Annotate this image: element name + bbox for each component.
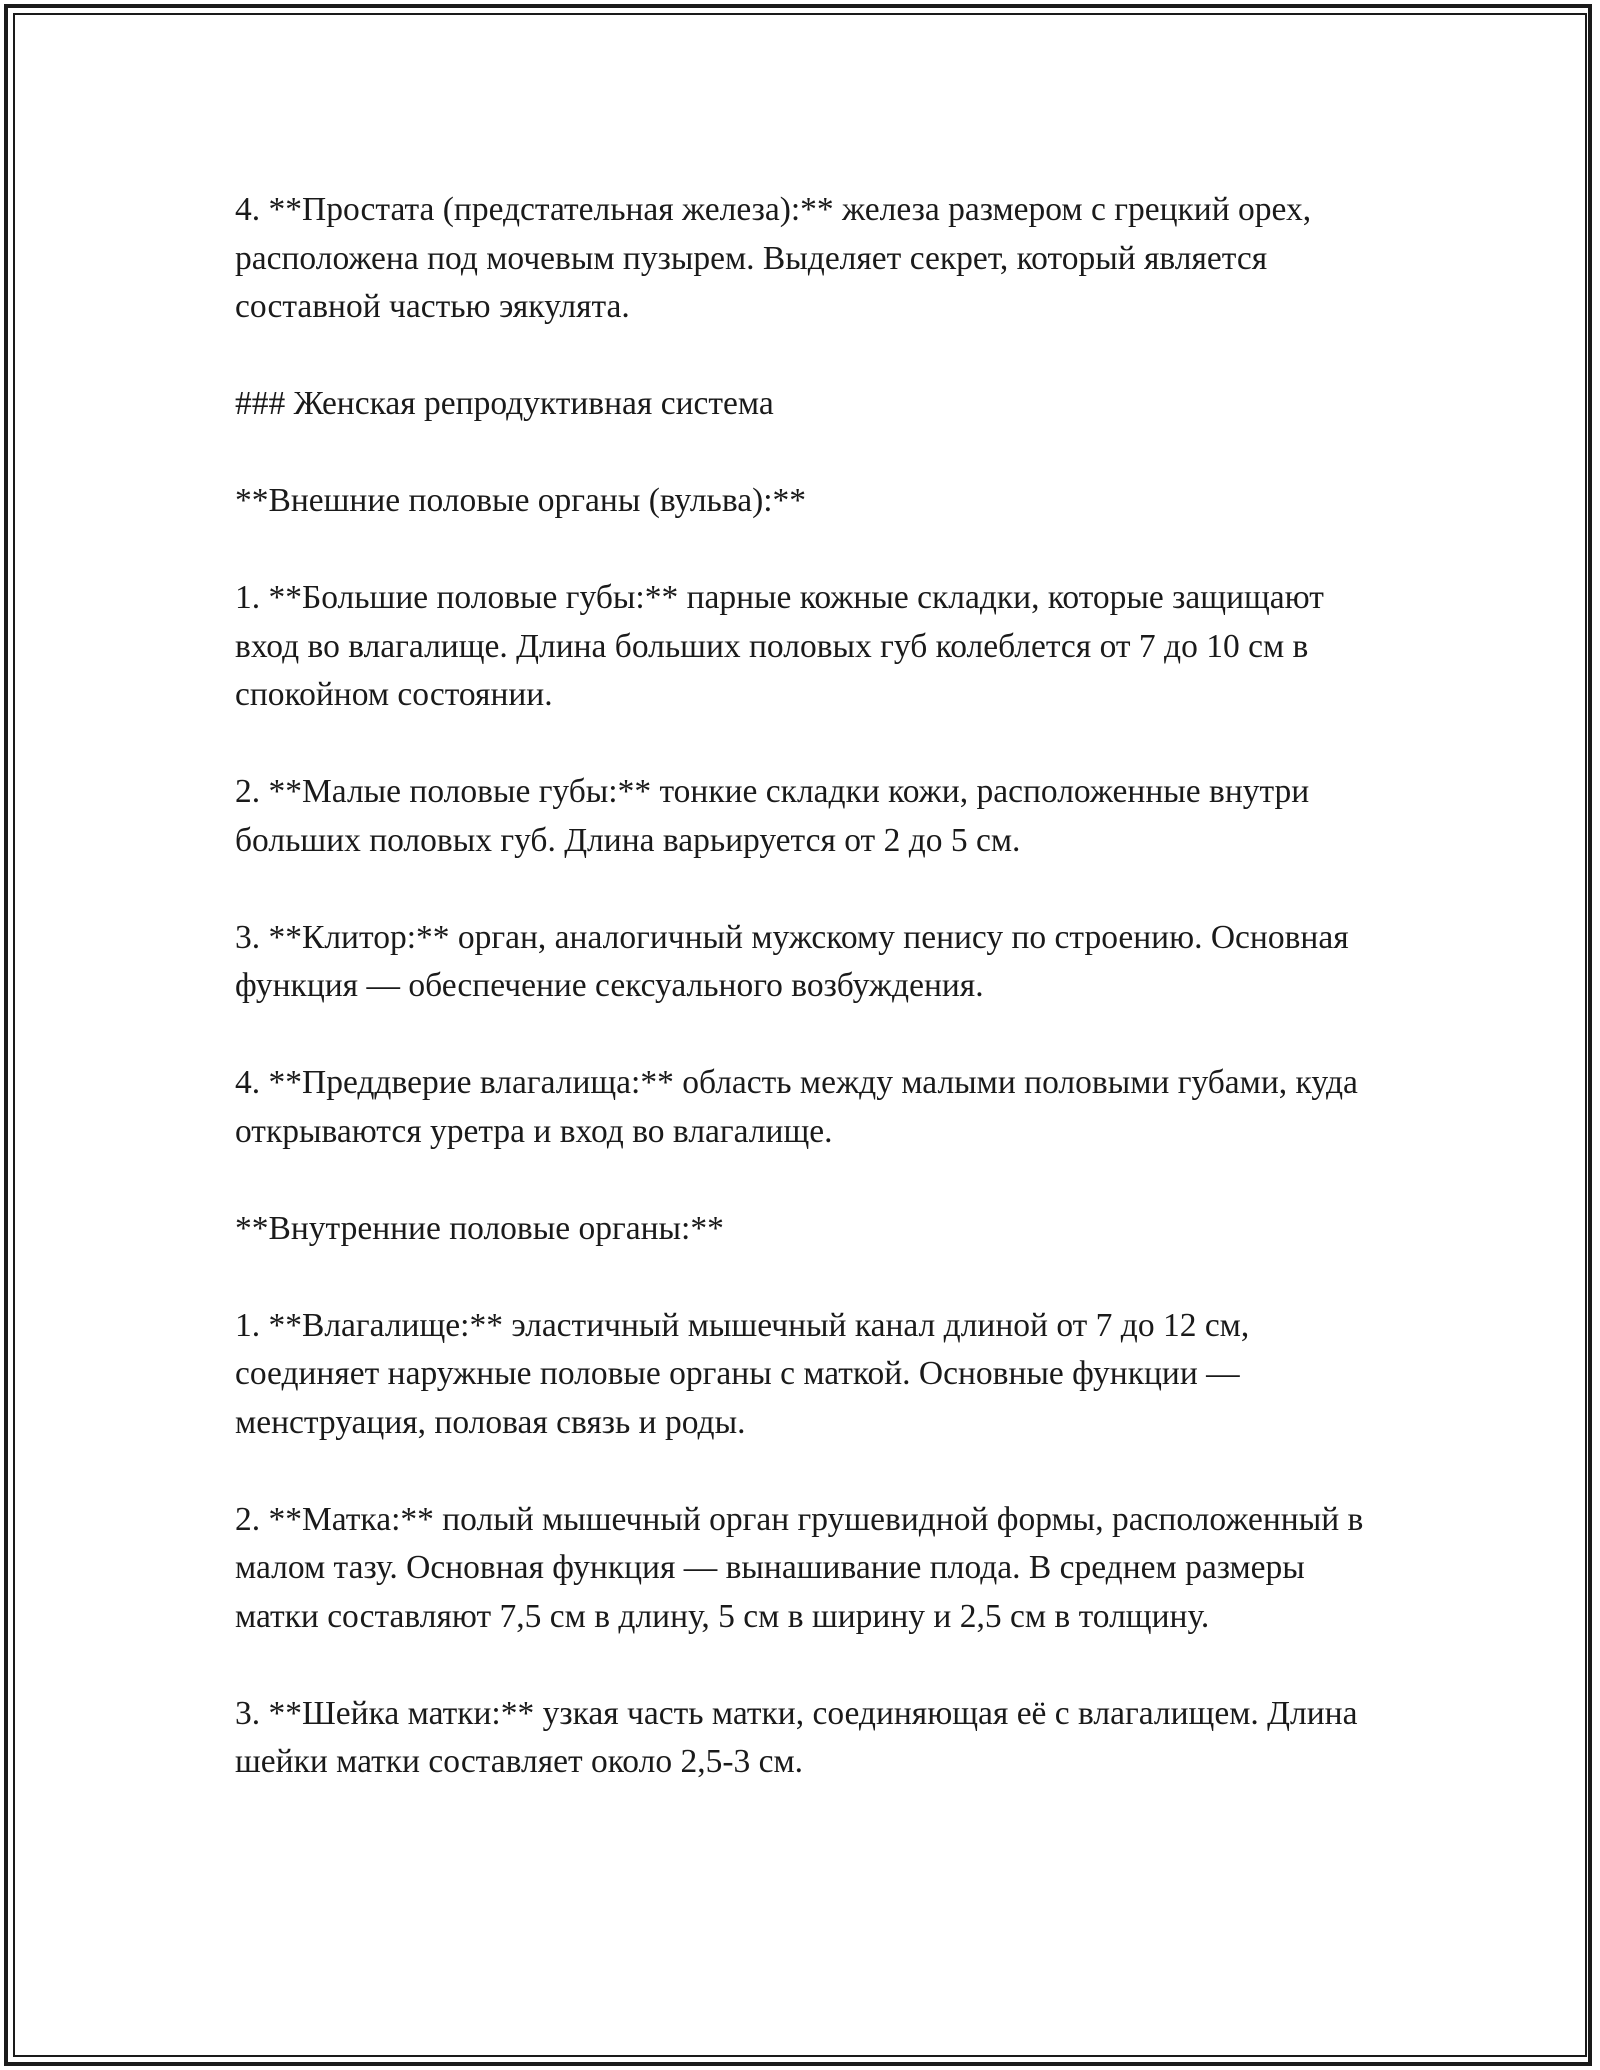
- paragraph-cervix: 3. **Шейка матки:** узкая часть матки, соединяющая её с влагалищем. Длина шейки матки составляет около 2,5-3 см.: [235, 1694, 1358, 1780]
- document-body: [235, 186, 1375, 1835]
- paragraph-vagina: 1. **Влагалище:** эластичный мышечный канал длиной от 7 до 12 см, соединяет наружные половые органы с маткой. Основные функции — менструация, половая связь и роды.: [235, 1306, 1250, 1441]
- subheading-external-organs: **Внешние половые органы (вульва):**: [235, 482, 807, 519]
- paragraph-vestibule: 4. **Преддверие влагалища:** область между малыми половыми губами, куда открываются уретра и вход во влагалище.: [235, 1064, 1358, 1150]
- paragraph-labia-majora: 1. **Большие половые губы:** парные кожные складки, которые защищают вход во влагалище. Длина больших половых губ колеблется от 7 до 10 см в спокойном состоянии.: [235, 579, 1324, 713]
- paragraph-clitoris: 3. **Клитор:** орган, аналогичный мужскому пенису по строению. Основная функция — обеспечение сексуального возбуждения.: [235, 918, 1349, 1004]
- paragraph-uterus: 2. **Матка:** полый мышечный орган грушевидной формы, расположенный в малом тазу. Основная функция — вынашивание плода. В среднем размеры матки составляют 7,5 см в длину, 5 см в ширину и 2,5 см в толщину.: [235, 1500, 1364, 1635]
- paragraph-prostate: 4. **Простата (предстательная железа):** железа размером с грецкий орех, расположена под мочевым пузырем. Выделяет секрет, который является составной частью эякулята.: [235, 191, 1312, 325]
- paragraph-labia-minora: 2. **Малые половые губы:** тонкие складки кожи, расположенные внутри больших половых губ. Длина варьируется от 2 до 5 см.: [235, 773, 1310, 859]
- subheading-internal-organs: **Внутренние половые органы:**: [235, 1209, 724, 1247]
- heading-female-system: ### Женская репродуктивная система: [235, 385, 774, 422]
